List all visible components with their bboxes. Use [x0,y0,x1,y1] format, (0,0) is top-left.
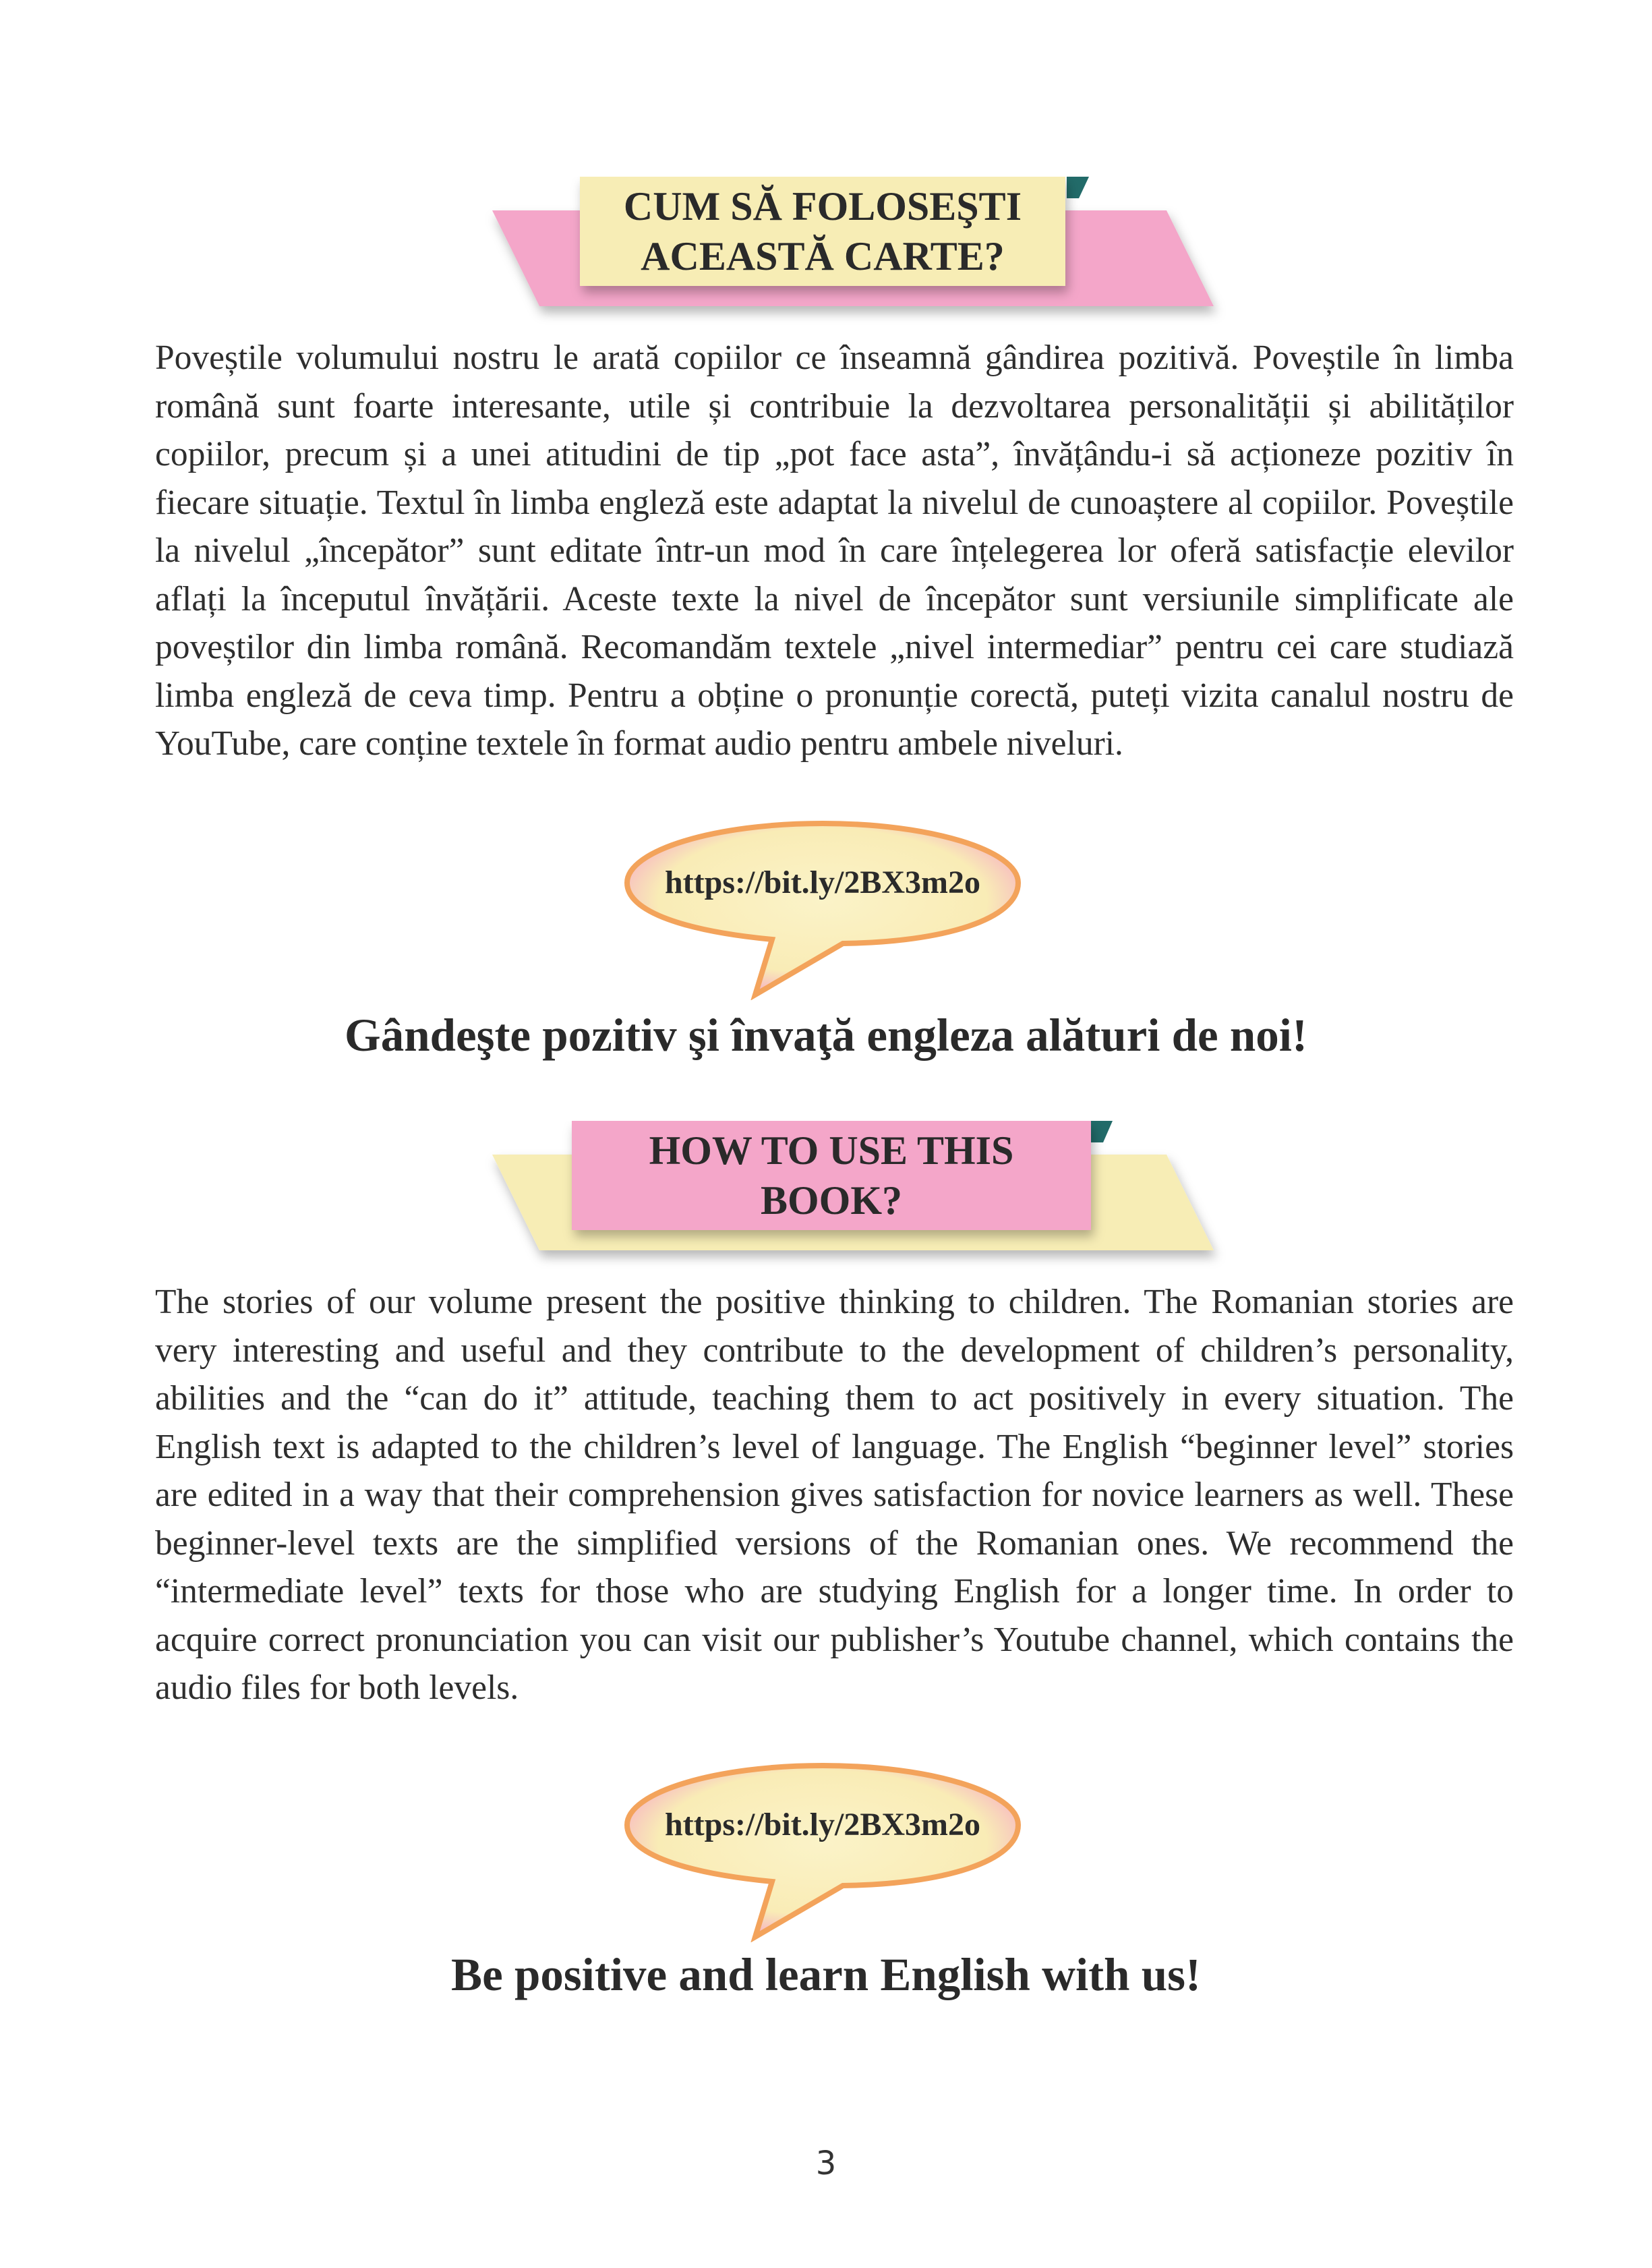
title-ro-line1: CUM SĂ FOLOSEŞTI [623,184,1022,229]
section-title-ro [580,177,1065,286]
page-number: 3 [815,2145,837,2182]
link-bubble-en [620,1760,1025,1942]
title-ro-line2: ACEASTĂ CARTE? [641,234,1005,279]
paragraph-ro: Poveștile volumului nostru le arată copiilor ce înseamnă gândirea pozitivă. Poveștile în limba română sunt foarte interesante, utile și contribuie la dezvoltarea personalității și abilităților copiilor, precum și a unei atitudini de tip „pot face asta”, învățându-i să acționeze pozitiv în fiecare situație. Textul în limba engleză este adaptat la nivelul de cunoaștere al copiilor. Poveștile la nivelul „începător” sunt editate într-un mod în care înțelegerea lor oferă satisfacție elevilor aflați la începutul învățării. Aceste texte la nivel de începător sunt versiunile simplificate ale poveștilor din limba română. Recomandăm textele „nivel intermediar” pentru cei care studiază limba engleză de ceva timp. Pentru a obține o pronunție corectă, puteți vizita canalul nostru de YouTube, care conține textele în format audio pentru ambele niveluri. [155,339,1514,763]
banner-en [485,1121,1227,1289]
section-title-en [572,1121,1091,1230]
banner-ro [485,177,1227,345]
title-en-line1: HOW TO USE THIS [649,1128,1014,1173]
youtube-link-en[interactable]: https://bit.ly/2BX3m2o [664,1806,981,1842]
slogan-en: Be positive and learn English with us! [451,1949,1201,2000]
youtube-link-ro[interactable]: https://bit.ly/2BX3m2o [664,864,981,900]
link-bubble-ro [620,818,1025,1000]
slogan-ro: Gândeşte pozitiv şi învaţă engleza alături de noi! [345,1010,1307,1061]
title-en-line2: BOOK? [760,1178,902,1223]
paragraph-en: The stories of our volume present the positive thinking to children. The Romanian stories are very interesting and useful and they contribute to the development of children’s personality, abilities and the “can do it” attitude, teaching them to act positively in every situation. The English text is adapted to the children’s level of language. The English “beginner level” stories are edited in a way that their comprehension gives satisfaction for novice learners as well. These beginner-level texts are the simplified versions of the Romanian ones. We recommend the “intermediate level” texts for those who are studying English for a longer time. In order to acquire correct pronunciation you can visit our publisher’s Youtube channel, which contains the audio files for both levels. [155,1283,1514,1707]
